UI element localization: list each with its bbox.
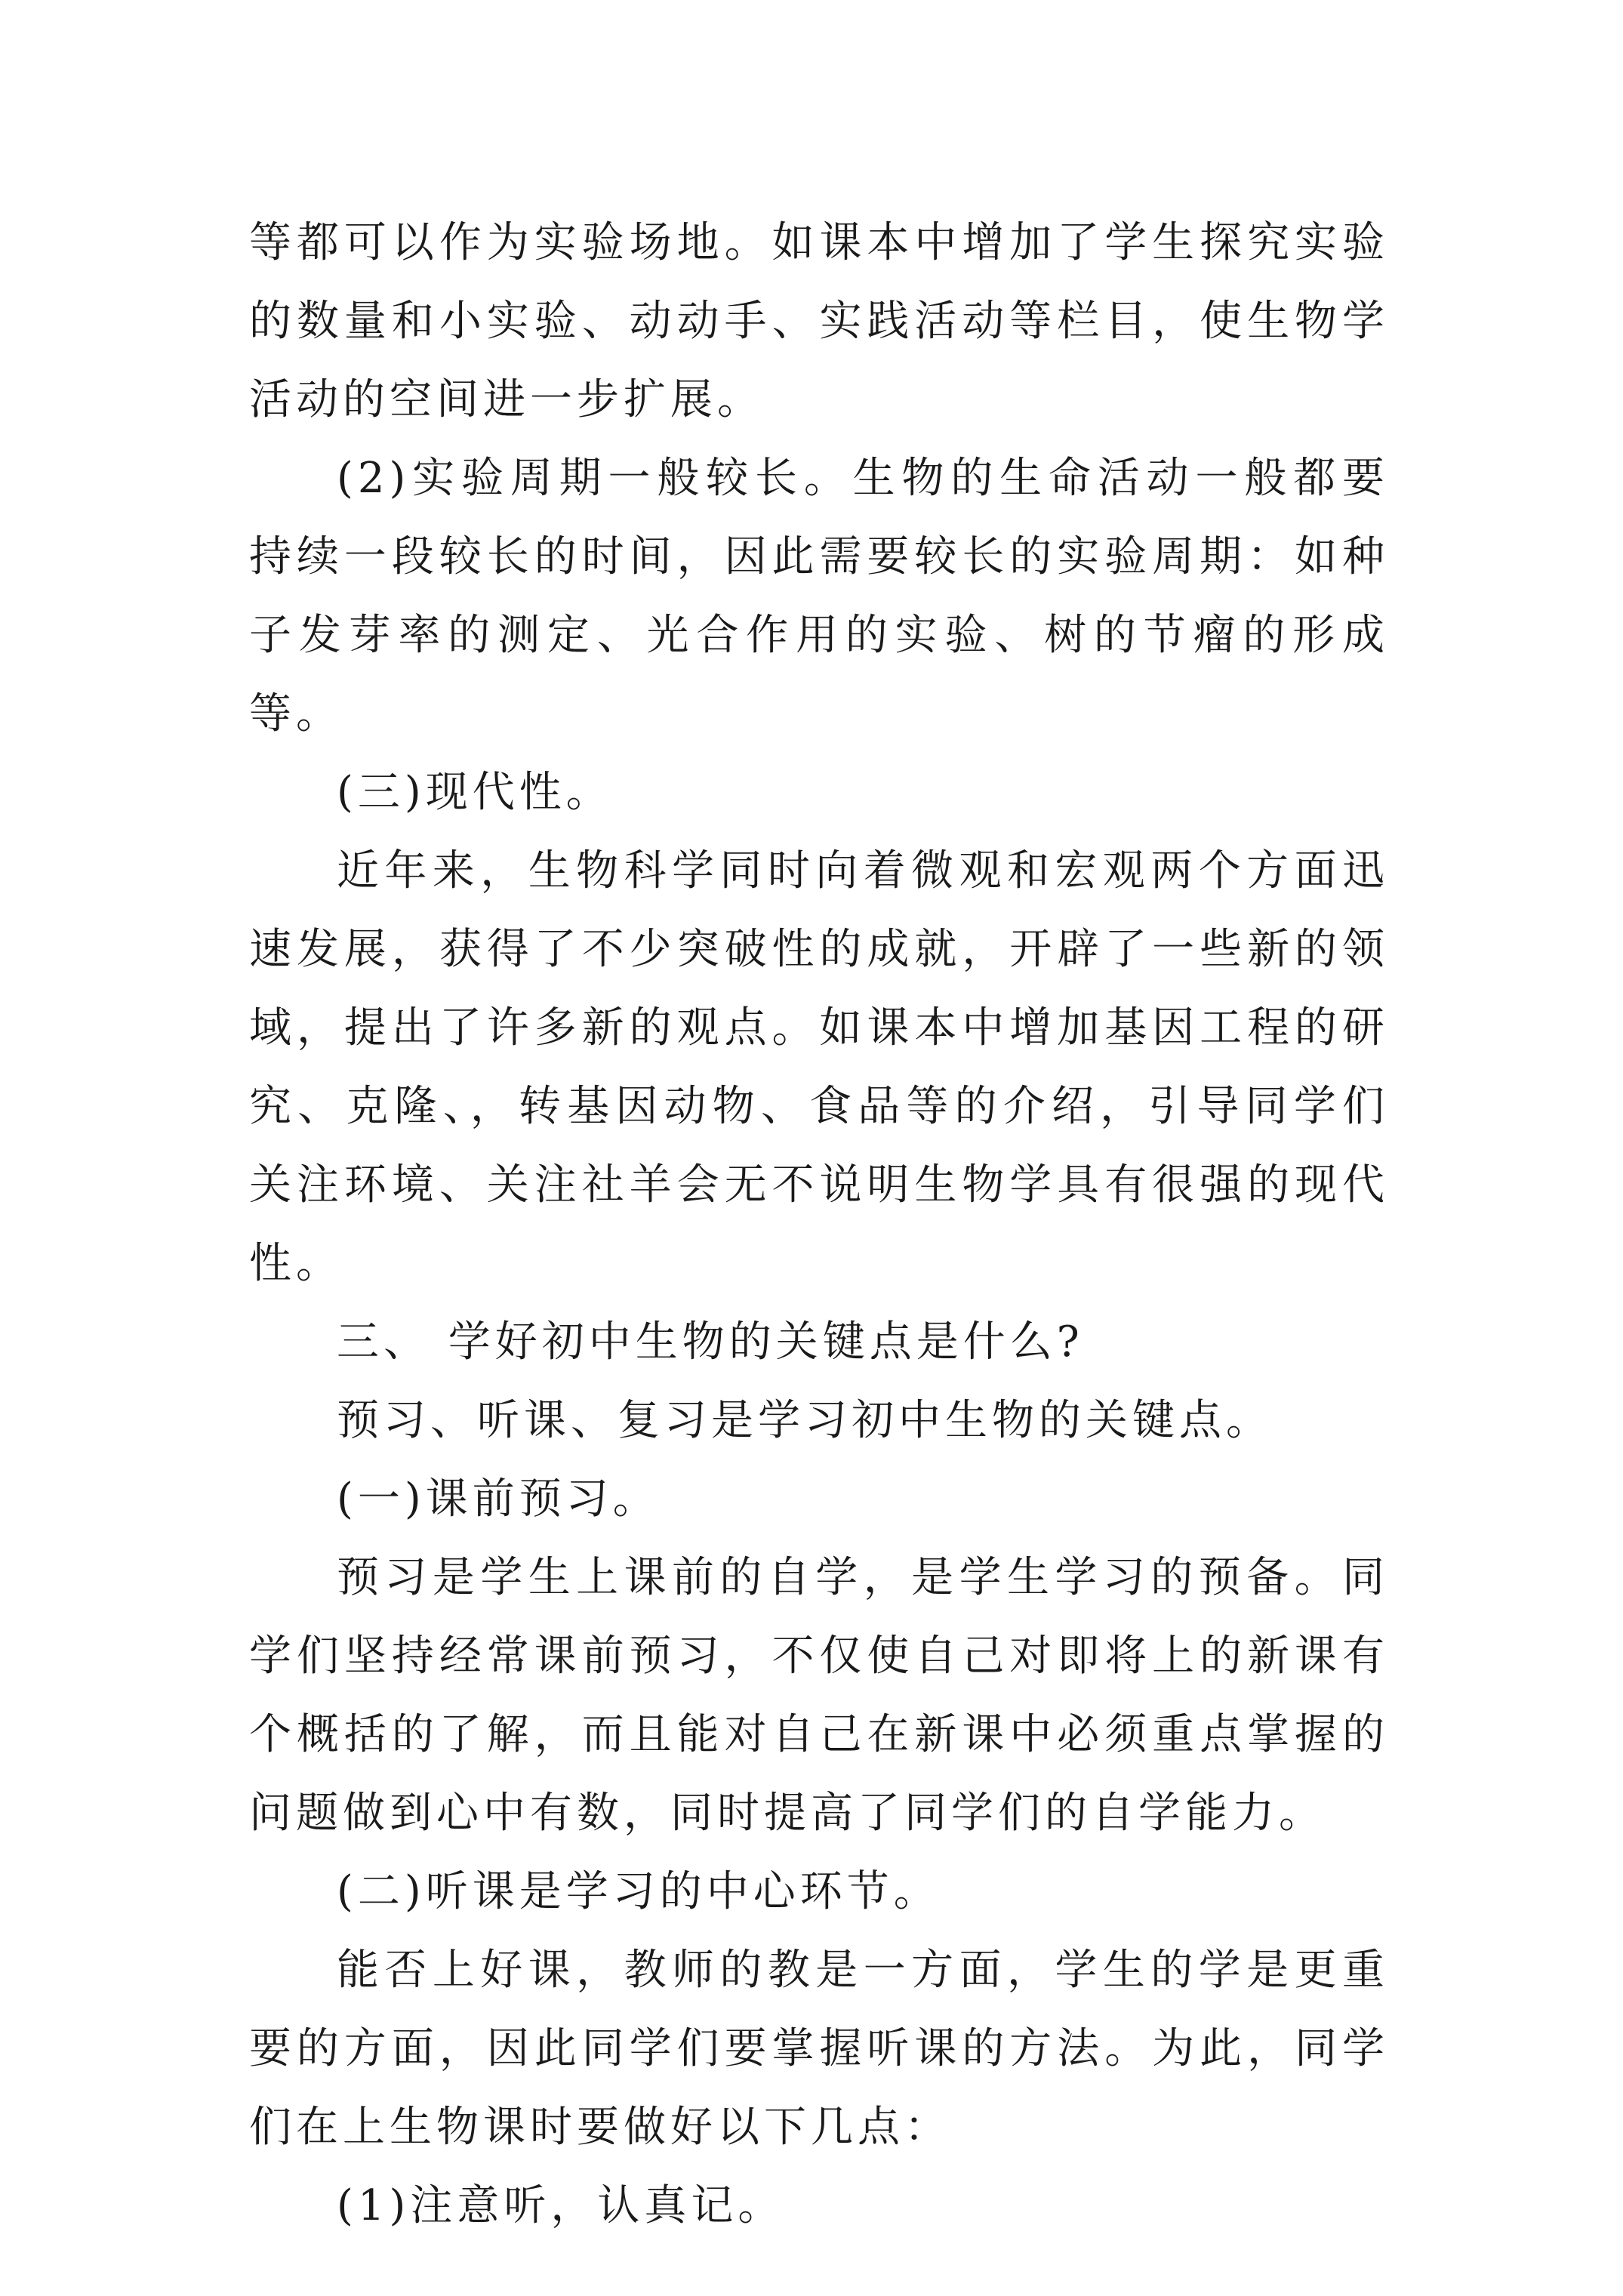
section-heading: 三、 学好初中生物的关键点是什么?	[337, 1318, 1084, 1367]
paragraph: 等都可以作为实验场地。如课本中增加了学生探究实验的数量和小实验、动动手、实践活动等栏目，使生物学活动的空间进一步扩展。	[249, 218, 1389, 424]
section-heading: (二)听课是学习的中心环节。	[337, 1867, 941, 1916]
list-item: (1)注意听，认真记。	[337, 2181, 785, 2230]
section-heading: (三)现代性。	[337, 768, 613, 817]
document-body	[249, 204, 1389, 2245]
paragraph: (2)实验周期一般较长。生物的生命活动一般都要持续一段较长的时间，因此需要较长的实验周期：如种子发芽率的测定、光合作用的实验、树的节瘤的形成等。	[249, 454, 1389, 738]
section-heading: (一)课前预习。	[337, 1475, 660, 1524]
paragraph: 能否上好课，教师的教是一方面，学生的学是更重要的方面，因此同学们要掌握听课的方法。为此，同学们在上生物课时要做好以下几点：	[249, 1946, 1389, 2152]
paragraph: 预习、听课、复习是学习初中生物的关键点。	[337, 1396, 1273, 1445]
paragraph: 预习是学生上课前的自学，是学生学习的预备。同学们坚持经常课前预习，不仅使自己对即将上的新课有个概括的了解，而且能对自己在新课中必须重点掌握的问题做到心中有数，同时提高了同学们的自学能力。	[249, 1553, 1389, 1838]
paragraph: 近年来，生物科学同时向着微观和宏观两个方面迅速发展，获得了不少突破性的成就，开辟了一些新的领域，提出了许多新的观点。如课本中增加基因工程的研究、克隆、，转基因动物、食品等的介绍，引导同学们关注环境、关注社羊会无不说明生物学具有很强的现代性。	[249, 846, 1389, 1288]
